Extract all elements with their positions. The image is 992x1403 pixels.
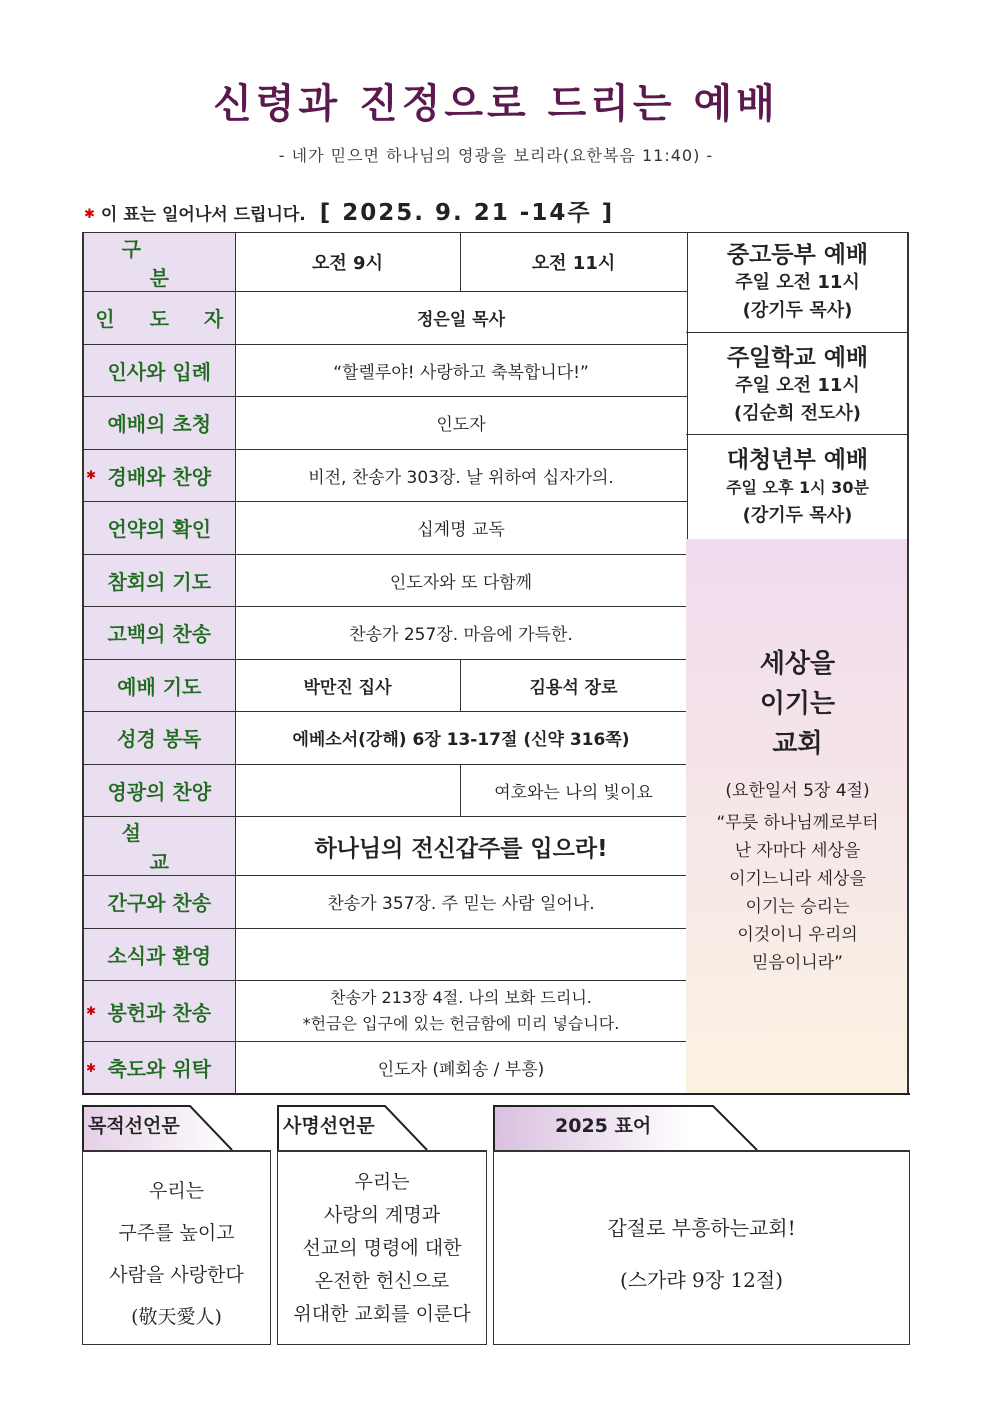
mission-tab-label: 사명선언문 — [283, 1115, 375, 1137]
row-label: 간구와 찬송 — [83, 876, 235, 929]
table-row — [83, 502, 687, 555]
label-text: 인 도 자 — [95, 307, 238, 332]
time-11am: 오전 11시 — [460, 233, 687, 292]
table-row — [83, 659, 687, 712]
row-value: 비전, 찬송가 303장. 날 위하여 십자가의. — [235, 449, 687, 502]
offering-cell — [235, 981, 687, 1042]
verse-line: 이기는 승리는 — [745, 897, 850, 917]
row-value: 인도자와 또 다함께 — [235, 554, 687, 607]
row-label: 소식과 환영 — [83, 928, 235, 981]
table-row — [83, 397, 687, 450]
mission-line: 우리는 — [354, 1171, 410, 1193]
page-subtitle: - 네가 믿으면 하나님의 영광을 보리라(요한복음 11:40) - — [278, 146, 714, 165]
youth-service-leader: (강기두 목사) — [742, 300, 853, 321]
verse-line: 이것이니 우리의 — [737, 925, 858, 945]
mission-line: 선교의 명령에 대한 — [302, 1237, 462, 1259]
row-label: 고백의 찬송 — [83, 607, 235, 660]
offering-note: *헌금은 입구에 있는 헌금함에 미리 넣습니다. — [302, 1014, 620, 1033]
standing-note-text: 이 표는 일어나서 드립니다. — [100, 205, 306, 225]
time-9am: 오전 9시 — [235, 233, 460, 292]
page-title: 신령과 진정으로 드리는 예배 — [213, 81, 779, 127]
table-row — [83, 712, 687, 765]
sunday-school-time: 주일 오전 11시 — [735, 375, 860, 396]
motto-tab — [493, 1105, 759, 1149]
purpose-tab-label: 목적선언문 — [88, 1115, 180, 1137]
prayer-9am: 박만진 집사 — [235, 659, 460, 712]
row-label — [83, 1042, 235, 1095]
sunday-school-leader: (김순희 전도사) — [733, 403, 862, 424]
offering-hymn: 찬송가 213장 4절. 나의 보화 드리니. — [330, 988, 592, 1007]
table-row — [83, 344, 687, 397]
row-label: 영광의 찬양 — [83, 764, 235, 817]
mission-box — [277, 1150, 487, 1345]
table-row — [83, 449, 687, 502]
table-row — [83, 764, 687, 817]
row-label — [83, 233, 235, 292]
verse-line: 이기느니라 세상을 — [729, 869, 866, 889]
table-row — [83, 554, 687, 607]
label-text: 봉헌과 찬송 — [107, 1000, 212, 1025]
youth-service-title: 중고등부 예배 — [726, 242, 869, 268]
standing-note — [84, 194, 614, 227]
motto-box — [493, 1150, 910, 1345]
purpose-text — [83, 1152, 270, 1338]
praise-11am: 여호와는 나의 빛이요 — [460, 764, 687, 817]
college-service-time: 주일 오후 1시 30분 — [726, 478, 869, 497]
motto-text — [494, 1152, 909, 1306]
label-text: 구 분 — [121, 237, 225, 290]
mission-tab — [277, 1105, 429, 1149]
purpose-tab — [82, 1105, 234, 1149]
row-label: 인사와 입례 — [83, 344, 235, 397]
purpose-line: 우리는 — [148, 1180, 205, 1202]
label-text: 설 교 — [121, 821, 225, 874]
verse-line: 믿음이니라” — [752, 953, 843, 973]
right-column-frame — [686, 232, 909, 1094]
mission-line: 사랑의 계명과 — [323, 1204, 441, 1226]
youth-service-time: 주일 오전 11시 — [735, 272, 860, 293]
table-row — [83, 1042, 687, 1095]
mission-line: 위대한 교회를 이룬다 — [293, 1303, 471, 1325]
row-value: 찬송가 357장. 주 믿는 사람 일어나. — [235, 876, 687, 929]
row-label — [83, 981, 235, 1042]
label-text: 축도와 위탁 — [107, 1057, 212, 1082]
service-date: [ 2025. 9. 21 -14주 ] — [319, 200, 615, 226]
row-label: 참회의 기도 — [83, 554, 235, 607]
table-row — [83, 607, 687, 660]
verse-line: “무릇 하나님께로부터 — [716, 813, 879, 833]
row-value: 찬송가 257장. 마음에 가득한. — [235, 607, 687, 660]
row-value: 인도자 (폐회송 / 부흥) — [235, 1042, 687, 1095]
row-label: 성경 봉독 — [83, 712, 235, 765]
praise-9am — [235, 764, 460, 817]
table-row — [83, 876, 687, 929]
row-value: 인도자 — [235, 397, 687, 450]
table-row — [83, 817, 687, 876]
row-label — [83, 449, 235, 502]
prayer-11am: 김용석 장로 — [460, 659, 687, 712]
motto-line: 갑절로 부흥하는교회! — [607, 1216, 796, 1240]
divider — [82, 1093, 910, 1095]
sunday-school-title: 주일학교 예배 — [726, 345, 869, 371]
verse-heading-line: 교회 — [772, 729, 823, 759]
college-service-title: 대청년부 예배 — [726, 447, 869, 473]
mission-text — [278, 1152, 486, 1331]
row-label: 언약의 확인 — [83, 502, 235, 555]
table-row — [83, 981, 687, 1042]
row-value: “할렐루야! 사랑하고 축복합니다!” — [235, 344, 687, 397]
verse-heading-line: 이기는 — [759, 689, 836, 719]
star-icon: ✱ — [84, 207, 95, 222]
row-value — [235, 928, 687, 981]
row-value: 십계명 교독 — [235, 502, 687, 555]
purpose-line: 구주를 높이고 — [118, 1222, 235, 1244]
row-label: 예배 기도 — [83, 659, 235, 712]
row-label — [83, 817, 235, 876]
verse-heading-line: 세상을 — [759, 649, 836, 679]
verse-line: 난 자마다 세상을 — [734, 841, 861, 861]
verse-reference: (요한일서 5장 4절) — [725, 781, 870, 801]
purpose-line: 사람을 사랑한다 — [109, 1264, 244, 1286]
row-label — [83, 292, 238, 345]
sermon-title: 하나님의 전신갑주를 입으라! — [235, 817, 687, 876]
table-row — [83, 233, 687, 292]
motto-tab-label: 2025 표어 — [555, 1115, 652, 1137]
scripture-reading: 에베소서(강해) 6장 13-17절 (신약 316쪽) — [235, 712, 687, 765]
purpose-box — [82, 1150, 271, 1345]
star-icon: ✱ — [86, 468, 97, 483]
star-icon: ✱ — [86, 1060, 97, 1075]
row-label: 예배의 초청 — [83, 397, 235, 450]
table-row — [83, 292, 687, 345]
row-value: 정은일 목사 — [235, 292, 687, 345]
mission-line: 온전한 헌신으로 — [314, 1270, 450, 1292]
purpose-line: (敬天愛人) — [131, 1306, 222, 1328]
college-service-leader: (강기두 목사) — [742, 505, 853, 526]
table-row — [83, 928, 687, 981]
label-text: 경배와 찬양 — [107, 464, 212, 489]
motto-line: (스가랴 9장 12절) — [619, 1268, 784, 1292]
star-icon: ✱ — [86, 1004, 97, 1018]
worship-order-table — [82, 232, 688, 1095]
